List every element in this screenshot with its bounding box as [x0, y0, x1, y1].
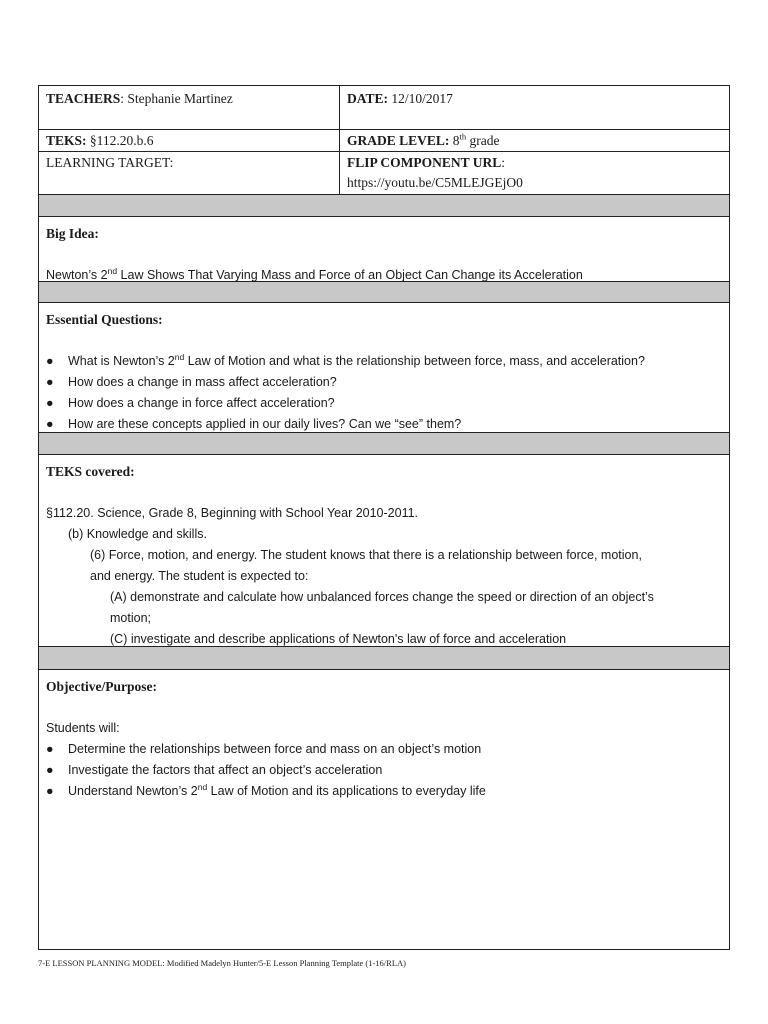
big-idea-heading: Big Idea: [46, 226, 99, 241]
section-divider-4 [39, 647, 729, 670]
objective-list [46, 739, 722, 802]
section-divider-3 [39, 433, 729, 455]
teks-line-4a: (A) demonstrate and calculate how unbalanced forces change the speed or direction of an object’s [110, 590, 654, 604]
question-4: How are these concepts applied in our daily lives? Can we “see” them? [68, 417, 462, 431]
objective-section [39, 670, 729, 949]
flip-url-colon: : [501, 155, 506, 170]
question-3: How does a change in force affect acceleration? [68, 396, 335, 410]
objective-heading: Objective/Purpose: [46, 679, 157, 694]
flip-url-link[interactable]: https://youtu.be/C5MLEJGEjO0 [347, 175, 523, 190]
list-item [46, 393, 722, 414]
grade-suffix: grade [466, 133, 500, 148]
grade-superscript: th [459, 131, 467, 142]
objective-1: Determine the relationships between force and mass on an object’s motion [68, 742, 482, 756]
bullet-icon: ● [46, 354, 54, 368]
grade-level-cell [340, 130, 729, 151]
grade-number: 8 [449, 133, 460, 148]
teks-line-4b: motion; [110, 611, 151, 625]
grade-label: GRADE LEVEL: [347, 133, 450, 148]
objective-2: Investigate the factors that affect an object’s acceleration [68, 763, 383, 777]
bullet-icon: ● [46, 375, 54, 389]
list-item [46, 414, 722, 435]
teachers-label: TEACHERS [46, 91, 121, 106]
teks-label: TEKS: [46, 133, 87, 148]
teks-line-2: (b) Knowledge and skills. [68, 527, 207, 541]
essential-questions-section [39, 303, 729, 433]
big-idea-text-b: Law Shows That Varying Mass and Force of an Object Can Change its Acceleration [117, 268, 583, 282]
list-item [46, 372, 722, 393]
question-1-b: Law of Motion and what is the relationship between force, mass, and acceleration? [184, 354, 645, 368]
bullet-icon: ● [46, 763, 54, 777]
question-1-sup: nd [174, 351, 185, 362]
teks-line-3b-text: and energy. The student is expected to: [90, 569, 309, 583]
teks-line-3a: (6) Force, motion, and energy. The student knows that there is a relationship between force, motion, [90, 548, 642, 562]
date-value: 12/10/2017 [388, 91, 453, 106]
target-flip-row [39, 152, 729, 195]
page-footer: 7-E LESSON PLANNING MODEL: Modified Madelyn Hunter/5-E Lesson Planning Template (1-16/RLA) [38, 958, 407, 968]
essential-questions-heading: Essential Questions: [46, 312, 163, 327]
list-item [46, 739, 722, 760]
objective-3-a: Understand Newton’s 2 [68, 784, 198, 798]
objective-3-b: Law of Motion and its applications to everyday life [207, 784, 486, 798]
lesson-plan-table [38, 85, 730, 950]
date-label: DATE: [347, 91, 389, 106]
question-1-a: What is Newton’s 2 [68, 354, 175, 368]
big-idea-content [39, 217, 729, 290]
teks-grade-row [39, 130, 729, 152]
flip-url-label: FLIP COMPONENT URL [347, 155, 502, 170]
bullet-icon: ● [46, 784, 54, 798]
teachers-cell [39, 86, 340, 129]
teachers-value: : Stephanie Martinez [120, 91, 233, 106]
big-idea-text-a: Newton’s 2 [46, 268, 108, 282]
essential-questions-list [46, 351, 722, 435]
teachers-date-row [39, 86, 729, 130]
teks-covered-section [39, 455, 729, 647]
section-divider-1 [39, 195, 729, 217]
teks-line-1: §112.20. Science, Grade 8, Beginning with School Year 2010-2011. [46, 506, 419, 520]
teks-covered-heading: TEKS covered: [46, 464, 135, 479]
question-2: How does a change in mass affect acceleration? [68, 375, 337, 389]
section-divider-2 [39, 282, 729, 303]
teks-line-3b [46, 566, 722, 587]
teks-value: §112.20.b.6 [86, 133, 154, 148]
list-item [46, 781, 722, 802]
bullet-icon: ● [46, 396, 54, 410]
learning-target-label: LEARNING TARGET: [46, 155, 174, 170]
flip-url-cell [340, 152, 729, 194]
bullet-icon: ● [46, 417, 54, 431]
learning-target-cell [39, 152, 340, 194]
teks-cell [39, 130, 340, 151]
teks-covered-content [39, 455, 729, 654]
objective-content [39, 670, 729, 806]
date-cell [340, 86, 729, 129]
teks-line-5: (C) investigate and describe applications of Newton's law of force and acceleration [110, 632, 567, 646]
essential-questions-content [39, 303, 729, 439]
big-idea-section [39, 217, 729, 282]
objective-intro: Students will: [46, 721, 120, 735]
list-item [46, 760, 722, 781]
big-idea-sup: nd [107, 265, 118, 276]
bullet-icon: ● [46, 742, 54, 756]
objective-3-sup: nd [197, 781, 208, 792]
list-item [46, 351, 722, 372]
